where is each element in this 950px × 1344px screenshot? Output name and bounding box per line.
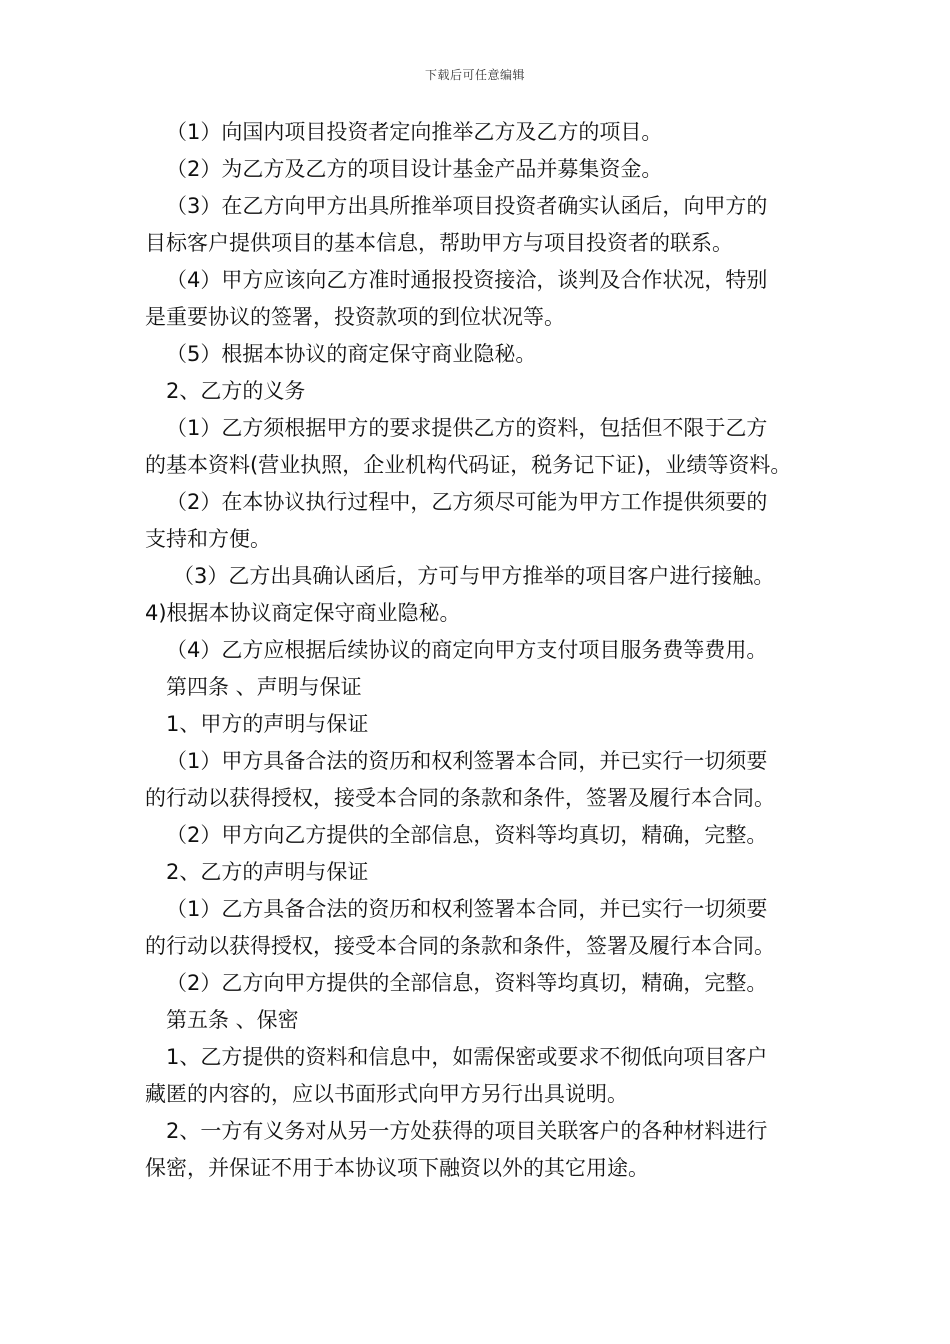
paragraph-line: 4)根据本协议商定保守商业隐秘。	[145, 601, 461, 625]
section-heading: 1、甲方的声明与保证	[166, 712, 369, 736]
paragraph-line: （1）向国内项目投资者定向推举乙方及乙方的项目。	[166, 120, 663, 144]
paragraph-line: 1、乙方提供的资料和信息中，如需保密或要求不彻低向项目客户	[166, 1045, 768, 1069]
section-heading: 2、乙方的义务	[166, 379, 306, 403]
header-note: 下载后可任意编辑	[424, 68, 525, 82]
paragraph-line: （5）根据本协议的商定保守商业隐秘。	[166, 342, 537, 366]
paragraph-line: （1）甲方具备合法的资历和权利签署本合同，并已实行一切须要	[166, 749, 768, 773]
paragraph-line: （3）在乙方向甲方出具所推举项目投资者确实认函后，向甲方的	[166, 194, 768, 218]
paragraph-line: 是重要协议的签署，投资款项的到位状况等。	[145, 305, 565, 329]
paragraph-line: （2）甲方向乙方提供的全部信息，资料等均真切，精确，完整。	[166, 823, 768, 847]
paragraph-line: 藏匿的内容的，应以书面形式向甲方另行出具说明。	[145, 1082, 628, 1106]
paragraph-line: （4）乙方应根据后续协议的商定向甲方支付项目服务费等费用。	[166, 638, 768, 662]
paragraph-line: 2、一方有义务对从另一方处获得的项目关联客户的各种材料进行	[166, 1119, 768, 1143]
paragraph-line: 的行动以获得授权，接受本合同的条款和条件，签署及履行本合同。	[145, 786, 775, 810]
paragraph-line: 支持和方便。	[145, 527, 271, 551]
paragraph-line: （3）乙方出具确认函后，方可与甲方推举的项目客户进行接触。	[173, 564, 775, 588]
article-heading: 第五条 、保密	[166, 1008, 299, 1032]
paragraph-line: （1）乙方须根据甲方的要求提供乙方的资料，包括但不限于乙方	[166, 416, 768, 440]
paragraph-line: （2）在本协议执行过程中，乙方须尽可能为甲方工作提供须要的	[166, 490, 768, 514]
paragraph-line: （2）为乙方及乙方的项目设计基金产品并募集资金。	[166, 157, 663, 181]
paragraph-line: （1）乙方具备合法的资历和权利签署本合同，并已实行一切须要	[166, 897, 768, 921]
article-heading: 第四条 、声明与保证	[166, 675, 362, 699]
document-body	[145, 114, 835, 1187]
paragraph-line: 保密，并保证不用于本协议项下融资以外的其它用途。	[145, 1156, 649, 1180]
paragraph-line: 的行动以获得授权，接受本合同的条款和条件，签署及履行本合同。	[145, 934, 775, 958]
paragraph-line: 目标客户提供项目的基本信息，帮助甲方与项目投资者的联系。	[145, 231, 733, 255]
paragraph-line: 的基本资料(营业执照，企业机构代码证，税务记下证)，业绩等资料。	[145, 453, 792, 477]
section-heading: 2、乙方的声明与保证	[166, 860, 369, 884]
paragraph-line: （4）甲方应该向乙方准时通报投资接洽，谈判及合作状况，特别	[166, 268, 768, 292]
paragraph-line: （2）乙方向甲方提供的全部信息，资料等均真切，精确，完整。	[166, 971, 768, 995]
